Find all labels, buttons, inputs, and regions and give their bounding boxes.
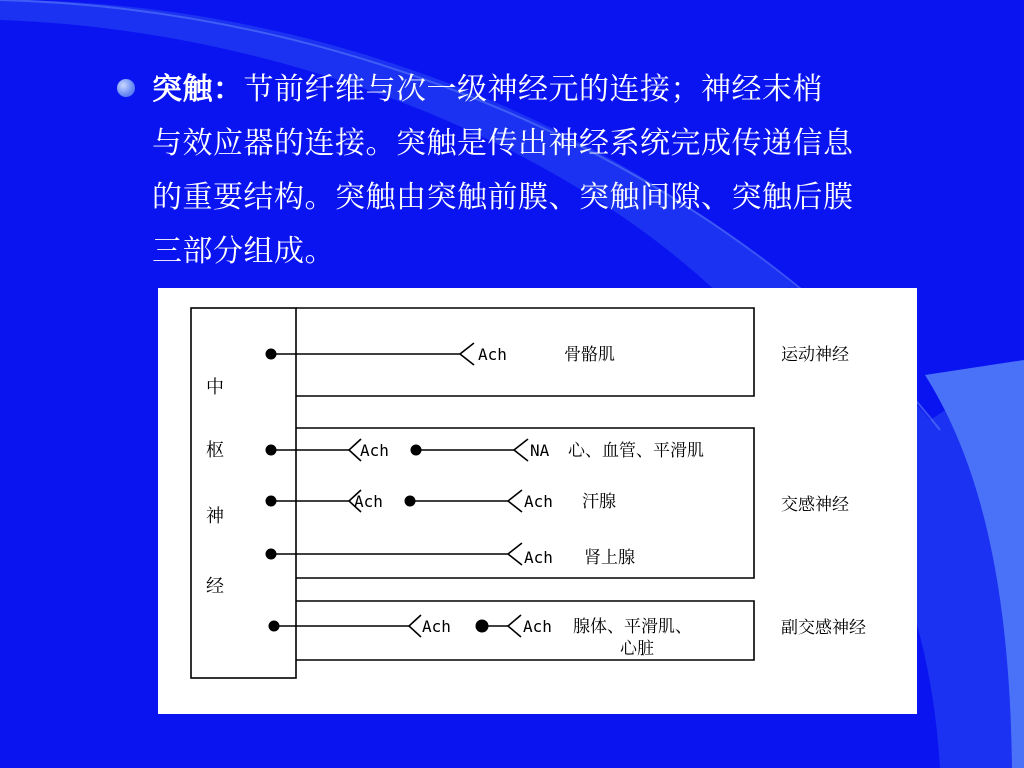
group-label-motor: 运动神经 [781, 345, 849, 365]
ganglion-dot-icon [411, 445, 422, 456]
term-label: 突触： [152, 72, 244, 107]
neuron-dot-icon [269, 621, 280, 632]
transmitter-label: NA [530, 441, 550, 460]
cns-char: 枢 [206, 440, 224, 461]
bullet-text [152, 63, 952, 279]
synapse-fork-icon [508, 490, 522, 512]
transmitter-label: Ach [360, 441, 389, 460]
synapse-fork-icon [460, 343, 474, 365]
effector-label: 心脏 [620, 639, 654, 659]
cns-char: 神 [206, 506, 224, 527]
cns-char: 经 [206, 576, 224, 597]
synapse-fork-icon [514, 439, 528, 461]
group-label-parasympathetic: 副交感神经 [781, 618, 866, 638]
text-line-4: 三部分组成。 [152, 234, 335, 269]
text-line-1 [152, 63, 952, 117]
bullet-icon [117, 79, 135, 97]
effector-label: 心、血管、平滑肌 [568, 441, 704, 461]
neuron-dot-icon [266, 445, 277, 456]
ganglion-dot-icon [476, 620, 489, 633]
cns-char: 中 [206, 377, 224, 398]
transmitter-label: Ach [523, 617, 552, 636]
neuron-dot-icon [266, 349, 277, 360]
synapse-fork-icon [508, 615, 521, 637]
ganglion-dot-icon [405, 496, 416, 507]
synapse-fork-icon [409, 615, 421, 637]
transmitter-label: Ach [478, 345, 507, 364]
transmitter-label: Ach [524, 548, 553, 567]
effector-label: 腺体、平滑肌、 [573, 617, 692, 637]
diagram-svg [158, 288, 917, 714]
transmitter-label: Ach [524, 492, 553, 511]
text-line-2: 与效应器的连接。突触是传出神经系统完成传递信息 [152, 126, 854, 161]
neuron-dot-icon [266, 496, 277, 507]
effector-label: 汗腺 [582, 492, 616, 512]
transmitter-label: Ach [422, 617, 451, 636]
synapse-diagram [158, 288, 917, 714]
transmitter-label: Ach [354, 492, 383, 511]
effector-label: 骨骼肌 [564, 345, 615, 365]
group-label-sympathetic: 交感神经 [781, 495, 849, 515]
motor-bracket [296, 308, 754, 396]
neuron-dot-icon [266, 549, 277, 560]
synapse-fork-icon [508, 543, 522, 565]
text-line-3: 的重要结构。突触由突触前膜、突触间隙、突触后膜 [152, 180, 854, 215]
text-line-1-body: 节前纤维与次一级神经元的连接；神经末梢 [243, 72, 823, 107]
effector-label: 肾上腺 [584, 548, 635, 568]
cns-box [191, 308, 296, 678]
